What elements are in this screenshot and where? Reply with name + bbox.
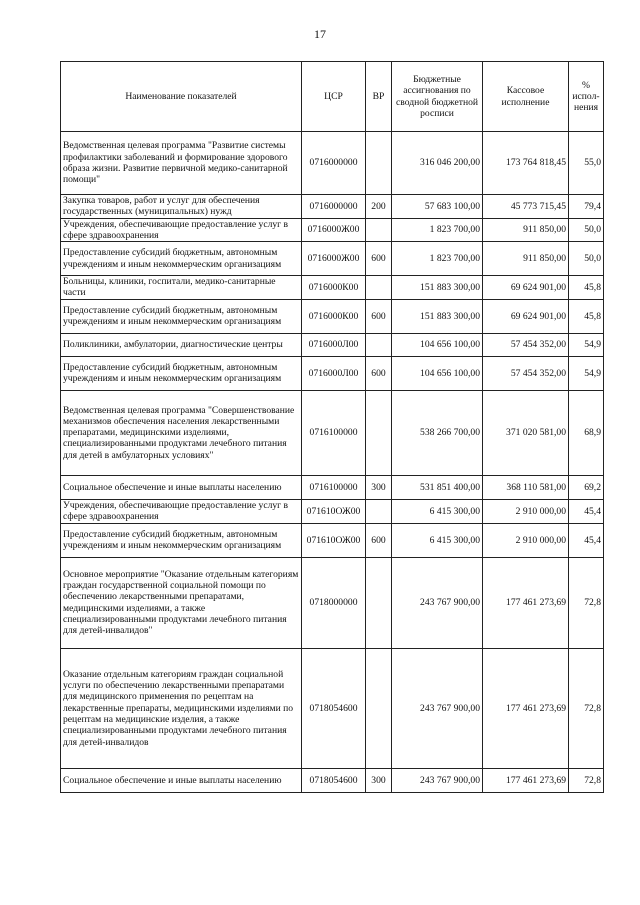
cell-budget: 243 767 900,00 [392,557,483,648]
cell-vr [366,390,392,475]
cell-cash: 911 850,00 [483,242,569,276]
cell-vr: 300 [366,475,392,499]
cell-csr: 0716000000 [302,132,366,195]
cell-cash: 173 764 818,45 [483,132,569,195]
page-number: 17 [314,27,326,41]
budget-execution-table [60,61,604,793]
cell-name: Социальное обеспечение и иные выплаты населению [61,475,302,499]
cell-csr: 071610ОЖ00 [302,523,366,557]
table-row [61,299,604,333]
table-row [61,475,604,499]
cell-name: Предоставление субсидий бюджетным, автономным учреждениям и иным некоммерческим организациям [61,356,302,390]
table-row [61,390,604,475]
cell-csr: 0716000Л00 [302,356,366,390]
cell-cash: 57 454 352,00 [483,356,569,390]
cell-name: Социальное обеспечение и иные выплаты населению [61,768,302,792]
header-csr: ЦСР [302,62,366,132]
cell-vr: 600 [366,242,392,276]
cell-percent: 55,0 [569,132,604,195]
cell-budget: 151 883 300,00 [392,299,483,333]
table-row [61,276,604,300]
header-percent: % испол-нения [569,62,604,132]
cell-csr: 0716100000 [302,390,366,475]
cell-budget: 57 683 100,00 [392,195,483,219]
cell-cash: 45 773 715,45 [483,195,569,219]
cell-vr [366,499,392,523]
cell-name: Закупка товаров, работ и услуг для обеспечения государственных (муниципальных) нужд [61,195,302,219]
table-row [61,557,604,648]
cell-csr: 0716000Ж00 [302,218,366,242]
cell-budget: 243 767 900,00 [392,768,483,792]
cell-percent: 54,9 [569,333,604,356]
header-vr: ВР [366,62,392,132]
table-header-row [61,62,604,132]
cell-csr: 0716000Ж00 [302,242,366,276]
cell-vr: 600 [366,523,392,557]
header-budget: Бюджетные ассигнования по сводной бюджетной росписи [392,62,483,132]
cell-percent: 45,4 [569,523,604,557]
table-row [61,648,604,768]
table-body [61,132,604,793]
cell-percent: 72,8 [569,557,604,648]
cell-name: Больницы, клиники, госпитали, медико-санитарные части [61,276,302,300]
cell-budget: 6 415 300,00 [392,499,483,523]
cell-vr: 200 [366,195,392,219]
cell-percent: 72,8 [569,648,604,768]
cell-cash: 177 461 273,69 [483,648,569,768]
cell-name: Ведомственная целевая программа "Совершенствование механизмов обеспечения населения лекарственными препаратами, медицинскими изделиями, специализированными продуктами лечебного питания для детей в амбулаторных условиях" [61,390,302,475]
cell-csr: 0718054600 [302,768,366,792]
cell-vr: 600 [366,299,392,333]
table-row [61,768,604,792]
cell-cash: 371 020 581,00 [483,390,569,475]
cell-name: Учреждения, обеспечивающие предоставление услуг в сфере здравоохранения [61,218,302,242]
cell-vr: 300 [366,768,392,792]
cell-name: Учреждения, обеспечивающие предоставление услуг в сфере здравоохранения [61,499,302,523]
cell-vr [366,557,392,648]
cell-name: Предоставление субсидий бюджетным, автономным учреждениям и иным некоммерческим организациям [61,242,302,276]
cell-cash: 911 850,00 [483,218,569,242]
cell-name: Оказание отдельным категориям граждан социальной услуги по обеспечению лекарственными препаратами для медицинского применения по рецептам на лекарственные препараты, медицинскими изделиями по рецептам на медицинские изделия, а также специализированными продуктами лечебного питания для детей-инвалидов [61,648,302,768]
cell-percent: 45,8 [569,299,604,333]
cell-csr: 0716000К00 [302,299,366,333]
cell-budget: 1 823 700,00 [392,242,483,276]
cell-cash: 2 910 000,00 [483,499,569,523]
table-row [61,195,604,219]
cell-budget: 243 767 900,00 [392,648,483,768]
cell-cash: 177 461 273,69 [483,768,569,792]
cell-name: Предоставление субсидий бюджетным, автономным учреждениям и иным некоммерческим организациям [61,523,302,557]
cell-cash: 69 624 901,00 [483,299,569,333]
table-row [61,242,604,276]
cell-vr [366,276,392,300]
cell-budget: 1 823 700,00 [392,218,483,242]
cell-percent: 68,9 [569,390,604,475]
cell-percent: 50,0 [569,218,604,242]
cell-percent: 69,2 [569,475,604,499]
table-row [61,333,604,356]
cell-budget: 531 851 400,00 [392,475,483,499]
table-row [61,523,604,557]
cell-cash: 177 461 273,69 [483,557,569,648]
cell-vr [366,218,392,242]
cell-budget: 316 046 200,00 [392,132,483,195]
cell-csr: 0716000000 [302,195,366,219]
cell-name: Основное мероприятие "Оказание отдельным категориям граждан государственной социальной помощи по обеспечению лекарственными препаратами, медицинскими изделиями, а также специализированными продуктами лечебного питания для детей-инвалидов" [61,557,302,648]
cell-vr [366,333,392,356]
cell-budget: 538 266 700,00 [392,390,483,475]
cell-percent: 54,9 [569,356,604,390]
cell-vr [366,132,392,195]
cell-name: Поликлиники, амбулатории, диагностические центры [61,333,302,356]
cell-vr: 600 [366,356,392,390]
cell-budget: 104 656 100,00 [392,356,483,390]
table-row [61,499,604,523]
cell-percent: 45,8 [569,276,604,300]
header-cash: Кассовое исполнение [483,62,569,132]
table-row [61,218,604,242]
table-row [61,132,604,195]
cell-csr: 071610ОЖ00 [302,499,366,523]
cell-csr: 0716000К00 [302,276,366,300]
cell-budget: 104 656 100,00 [392,333,483,356]
header-name: Наименование показателей [61,62,302,132]
cell-cash: 368 110 581,00 [483,475,569,499]
cell-csr: 0716000Л00 [302,333,366,356]
cell-name: Предоставление субсидий бюджетным, автономным учреждениям и иным некоммерческим организациям [61,299,302,333]
cell-percent: 45,4 [569,499,604,523]
cell-percent: 72,8 [569,768,604,792]
cell-percent: 50,0 [569,242,604,276]
table-row [61,356,604,390]
cell-cash: 2 910 000,00 [483,523,569,557]
cell-csr: 0718054600 [302,648,366,768]
cell-cash: 57 454 352,00 [483,333,569,356]
cell-budget: 6 415 300,00 [392,523,483,557]
cell-name: Ведомственная целевая программа "Развитие системы профилактики заболеваний и формирование здорового образа жизни. Развитие первичной медико-санитарной помощи" [61,132,302,195]
cell-csr: 0718000000 [302,557,366,648]
cell-cash: 69 624 901,00 [483,276,569,300]
cell-percent: 79,4 [569,195,604,219]
cell-csr: 0716100000 [302,475,366,499]
cell-budget: 151 883 300,00 [392,276,483,300]
cell-vr [366,648,392,768]
